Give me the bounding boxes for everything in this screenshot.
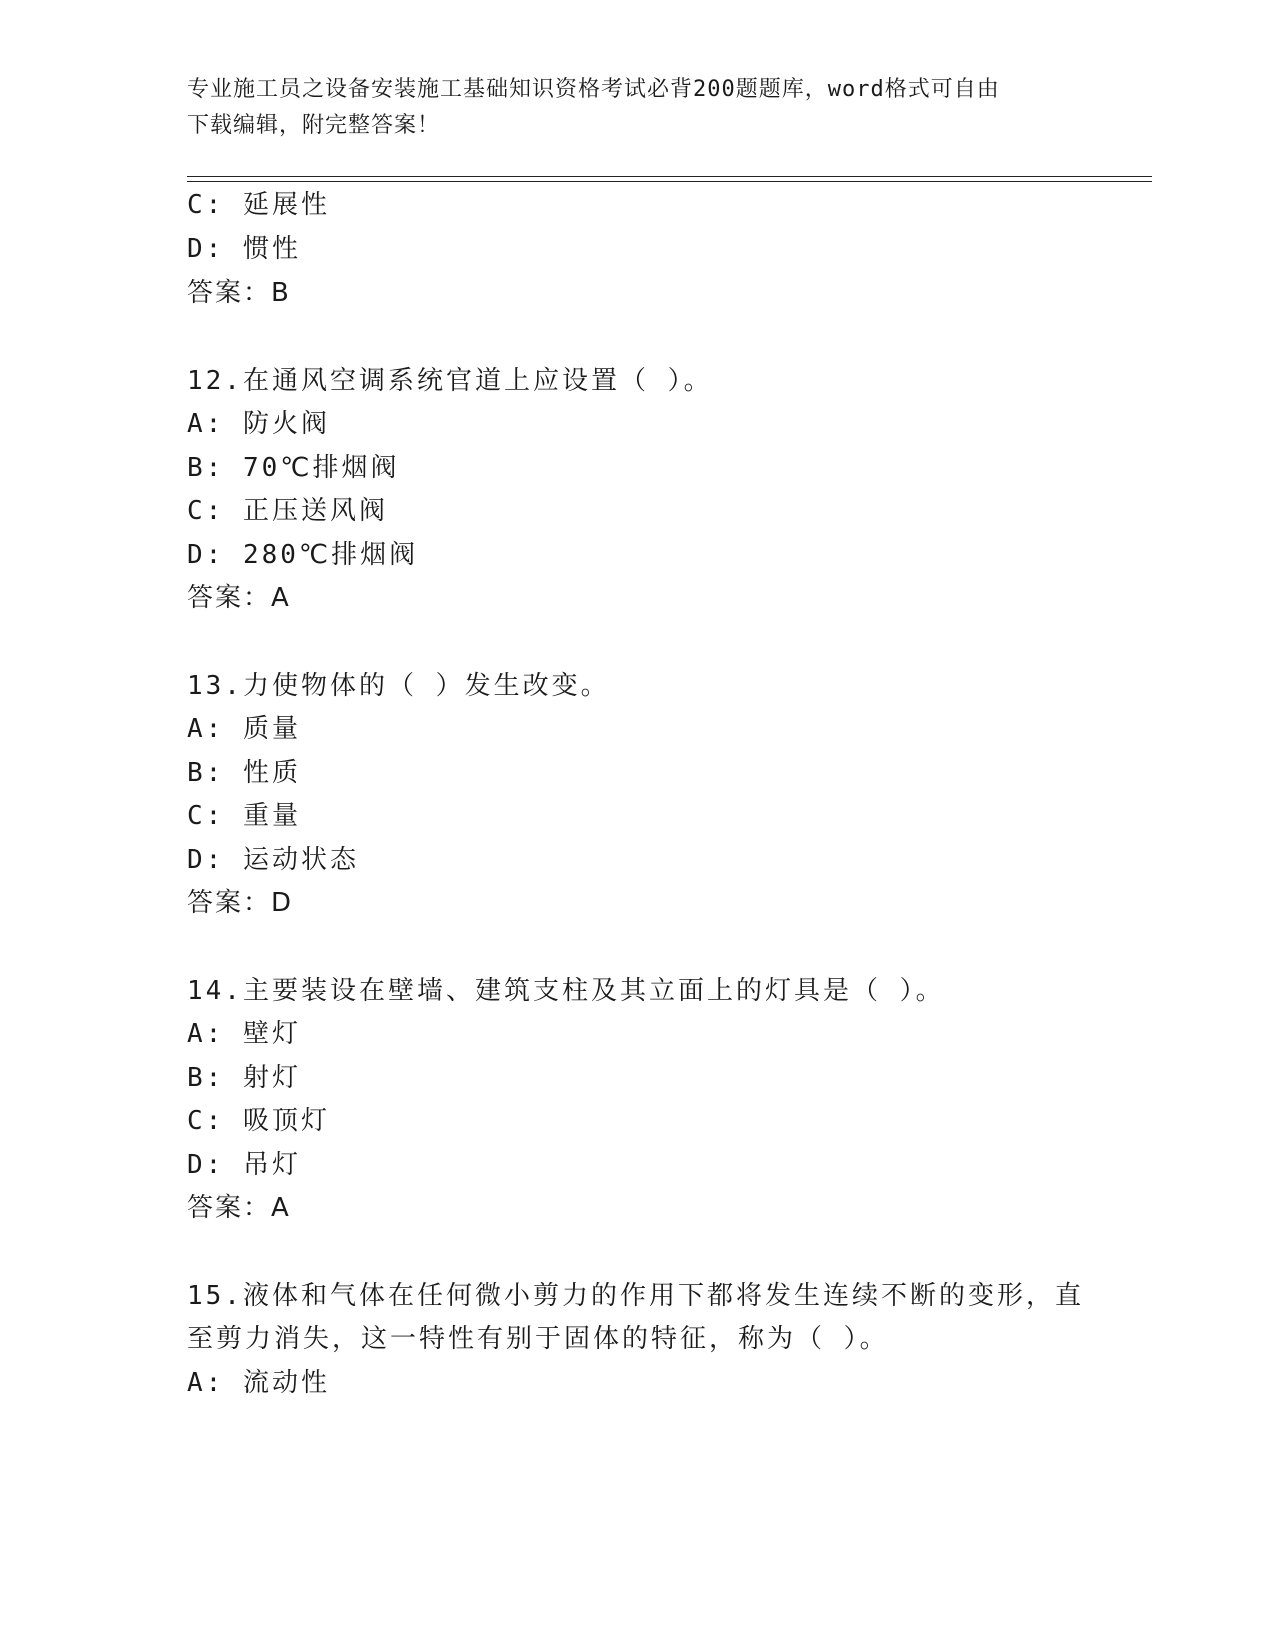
- q12-answer: 答案：A: [187, 583, 291, 613]
- q12-question: 12.在通风空调系统官道上应设置（ ）。: [187, 366, 713, 396]
- header-rule-top: [187, 176, 1152, 177]
- q15-option-a: A: 流动性: [187, 1368, 330, 1398]
- q13-option-c: C: 重量: [187, 801, 301, 831]
- q13-question: 13.力使物体的（ ）发生改变。: [187, 671, 610, 701]
- q14-option-b: B: 射灯: [187, 1063, 301, 1093]
- q12-option-a: A: 防火阀: [187, 409, 330, 439]
- q15-question-line-2: 至剪力消失，这一特性有别于固体的特征，称为（ ）。: [187, 1324, 889, 1354]
- q12-option-d: D: 280℃排烟阀: [187, 540, 419, 570]
- q14-question: 14.主要装设在壁墙、建筑支柱及其立面上的灯具是（ ）。: [187, 976, 945, 1006]
- q13-option-b: B: 性质: [187, 758, 301, 788]
- document-header: [187, 72, 1087, 144]
- q14-option-d: D: 吊灯: [187, 1150, 301, 1180]
- q13-option-d: D: 运动状态: [187, 845, 359, 875]
- q12-option-b: B: 70℃排烟阀: [187, 453, 400, 483]
- header-line-1: 专业施工员之设备安装施工基础知识资格考试必背200题题库，word格式可自由: [187, 77, 1000, 102]
- prev-option-c: C: 延展性: [187, 190, 330, 220]
- prev-answer: 答案：B: [187, 278, 291, 308]
- header-line-2: 下载编辑，附完整答案！: [187, 113, 441, 138]
- header-rule-bottom: [187, 181, 1152, 182]
- q15-question-line-1: 15.液体和气体在任何微小剪力的作用下都将发生连续不断的变形，直: [187, 1281, 1084, 1311]
- prev-option-d: D: 惯性: [187, 234, 301, 264]
- q14-option-c: C: 吸顶灯: [187, 1106, 330, 1136]
- q13-option-a: A: 质量: [187, 714, 301, 744]
- q14-option-a: A: 壁灯: [187, 1019, 301, 1049]
- q12-option-c: C: 正压送风阀: [187, 496, 388, 526]
- q14-answer: 答案：A: [187, 1193, 291, 1223]
- q13-answer: 答案：D: [187, 888, 294, 918]
